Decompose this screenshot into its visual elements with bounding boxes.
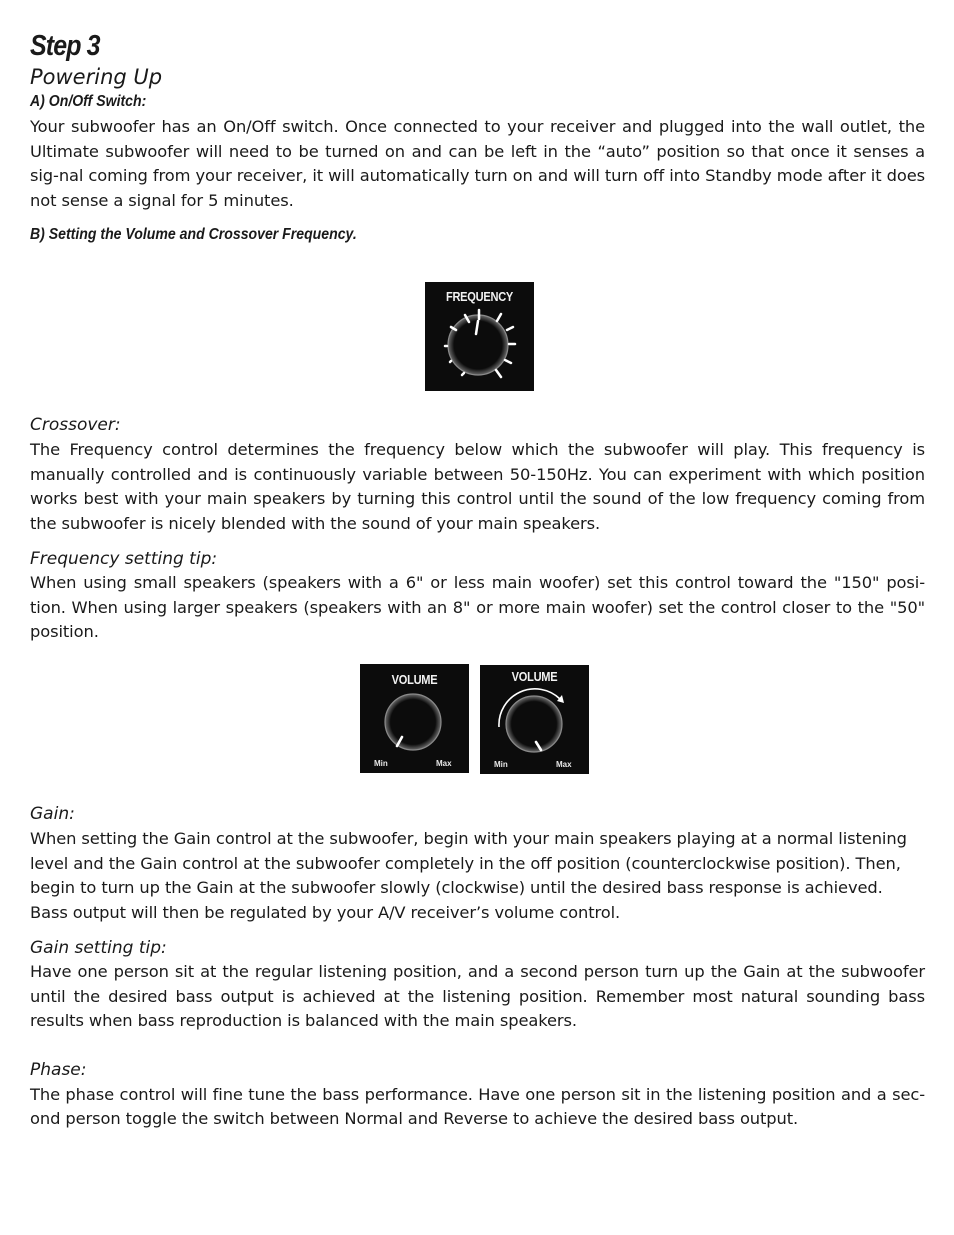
gain-section [30, 802, 925, 1132]
frequency-knob-image [425, 282, 534, 391]
volume-knob-min-image [360, 664, 469, 773]
phase-body: The phase control will fine tune the bass performance. Have one person sit in the listening position and a sec-ond person toggle the switch between Normal and Reverse to achieve the desired bass output. [30, 1084, 925, 1128]
crossover-body: The Frequency control determines the frequency below which the subwoofer will play. This frequency is manually controlled and is continuously variable between 50-150Hz. You can experiment with which position works best with your main speakers by turning this control until the sound of the low frequency coming from the subwoofer is nicely blended with the sound of your main speakers. [30, 440, 925, 533]
gain-tip-label: Gain setting tip: [30, 938, 167, 958]
manual-page [30, 28, 925, 245]
gain-label: Gain: [30, 804, 75, 824]
volume-knob-label: VOLUME [391, 672, 438, 687]
volume-min-label-2: Min [494, 760, 508, 769]
volume-max-label: Max [436, 759, 452, 768]
section-b-heading: B) Setting the Volume and Crossover Frequency. [30, 226, 357, 243]
volume-min-label: Min [374, 759, 388, 768]
section-subtitle: Powering Up [30, 65, 163, 89]
frequency-tip-label: Frequency setting tip: [30, 549, 218, 569]
frequency-knob-label: FREQUENCY [445, 289, 514, 304]
step-title: Step 3 [30, 30, 100, 62]
volume-max-label-2: Max [556, 760, 572, 769]
section-a-body: Your subwoofer has an On/Off switch. Once connected to your receiver and plugged into the wall outlet, the Ultimate subwoofer will need to be turned on and can be left in the “auto” position so that once it senses a sig-nal coming from your receiver, it will automatically turn on and will turn off into Standby mode after it does not sense a signal for 5 minutes. [30, 117, 925, 210]
section-a-heading: A) On/Off Switch: [30, 93, 147, 110]
volume-knob-turned-image [480, 665, 589, 774]
crossover-section [30, 413, 925, 645]
frequency-tip-body: When using small speakers (speakers with a 6" or less main woofer) set this control toward the "150" posi-tion. When using larger speakers (speakers with an 8" or more main woofer) set the control closer to the "50" position. [30, 573, 925, 641]
crossover-label: Crossover: [30, 415, 121, 435]
phase-label: Phase: [30, 1059, 87, 1080]
gain-body: When setting the Gain control at the subwoofer, begin with your main speakers playing at a normal listening level and the Gain control at the subwoofer completely in the off position (counterclockwise position). Then, begin to turn up the Gain at the subwoofer slowly (clockwise) until the desired bass response is achieved. Bass output will then be regulated by your A/V receiver’s volume control. [30, 829, 907, 922]
volume-knob-label-2: VOLUME [511, 669, 558, 684]
gain-tip-body: Have one person sit at the regular listening position, and a second person turn up the Gain at the subwoofer until the desired bass output is achieved at the listening position. Remember most natural sounding bass results when bass reproduction is balanced with the main speakers. [30, 962, 925, 1030]
